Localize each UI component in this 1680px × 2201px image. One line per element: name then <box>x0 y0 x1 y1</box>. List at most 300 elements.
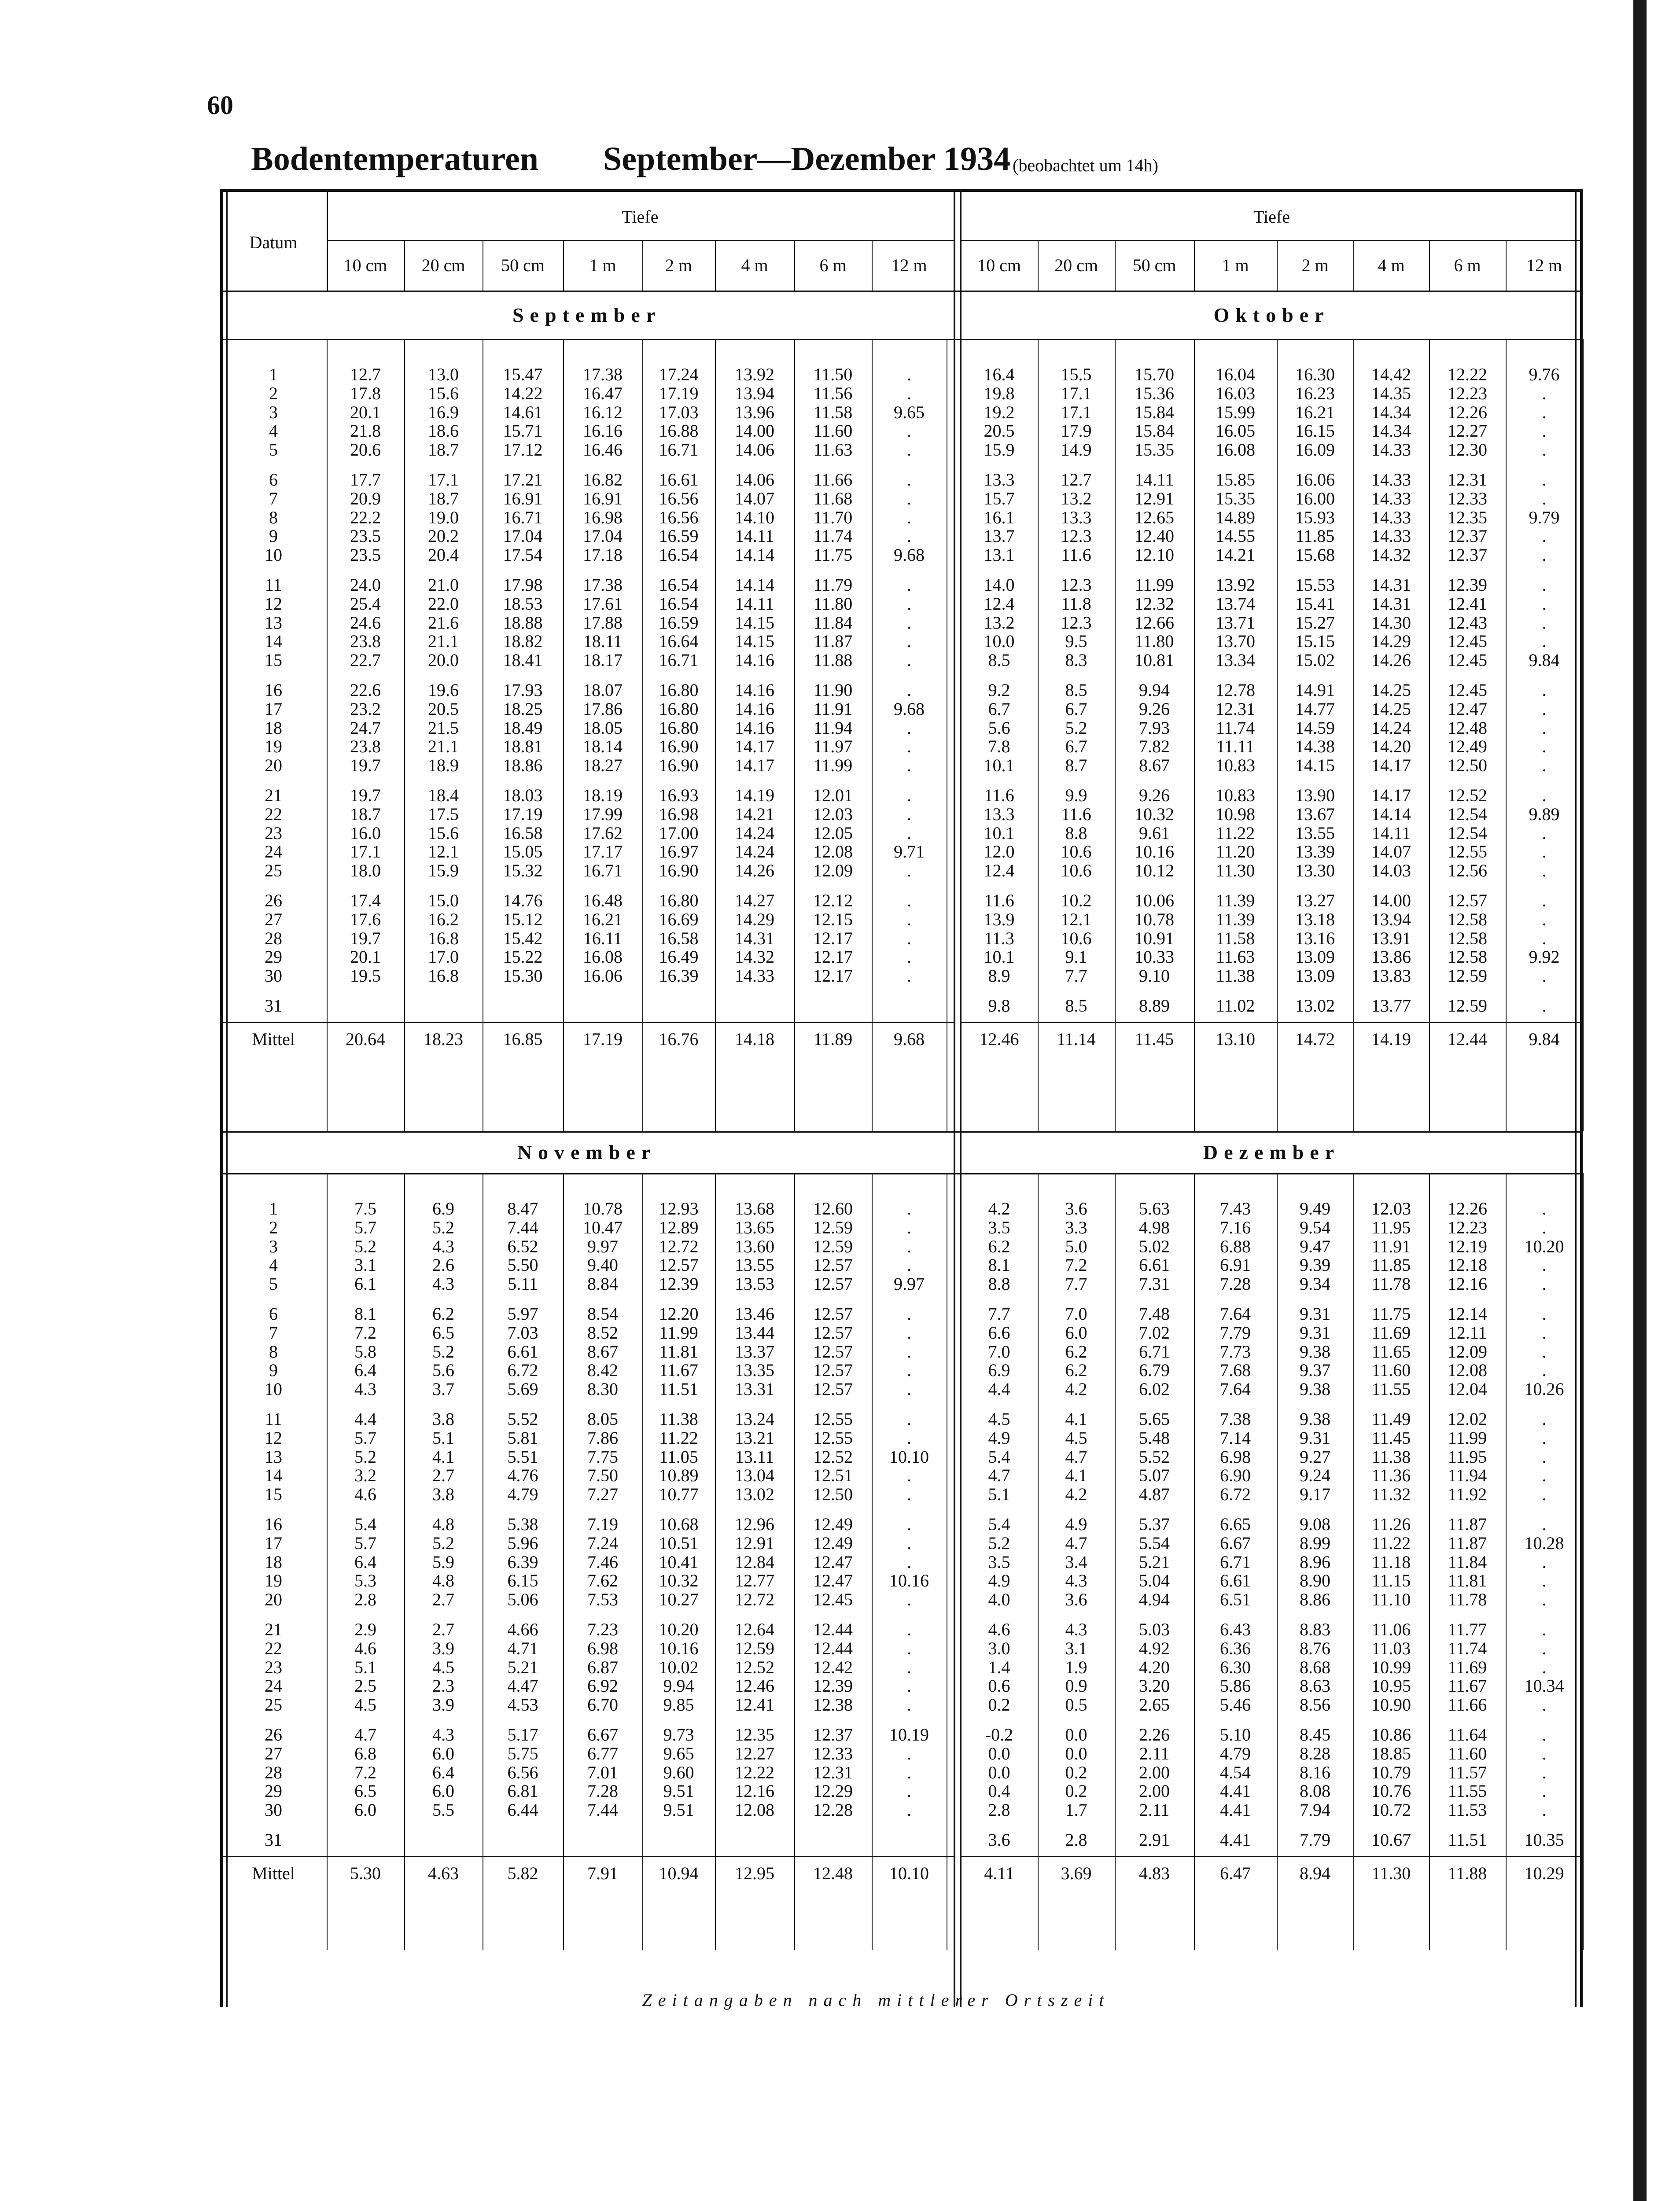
table-cell: 6.67 <box>1220 1533 1251 1553</box>
depth-col-line-right-6 <box>1429 240 1430 291</box>
table-cell: 7.82 <box>1139 736 1170 756</box>
table-cell: 5.6 <box>988 718 1010 738</box>
mittel-cell: 6.47 <box>1220 1863 1251 1883</box>
table-cell: 12.46 <box>735 1675 774 1696</box>
table-cell: . <box>1542 526 1547 546</box>
table-cell: . <box>907 1465 911 1485</box>
table-cell: 4.3 <box>432 1236 454 1256</box>
table-cell: 4.41 <box>1220 1829 1251 1850</box>
day-label: 5 <box>269 1273 278 1294</box>
table-cell: 12.08 <box>1448 1360 1487 1380</box>
table-cell: 12.44 <box>813 1638 853 1658</box>
month-header-3: Dezember <box>1203 1141 1341 1163</box>
table-cell: 11.94 <box>813 718 853 738</box>
table-cell: 11.39 <box>1216 909 1255 929</box>
table-cell: 10.6 <box>1061 860 1092 880</box>
table-cell: 12.57 <box>813 1379 853 1399</box>
table-cell: 11.87 <box>813 631 853 651</box>
table-cell: 5.07 <box>1139 1465 1170 1485</box>
table-cell: 10.86 <box>1371 1724 1411 1745</box>
table-cell: 8.76 <box>1300 1638 1330 1658</box>
table-cell: 10.20 <box>659 1619 699 1639</box>
mittel-cell: 16.85 <box>503 1029 543 1049</box>
depth-header-left-5: 4 m <box>741 255 768 275</box>
table-cell: 12.0 <box>984 841 1015 861</box>
table-cell: 6.91 <box>1220 1255 1251 1275</box>
table-cell: 17.6 <box>350 909 381 929</box>
table-cell: 7.53 <box>587 1589 618 1609</box>
depth-col-line-left-1 <box>404 240 405 291</box>
table-cell: 5.65 <box>1139 1409 1170 1429</box>
mittel-cell: 12.46 <box>979 1029 1019 1049</box>
table-cell: 11.22 <box>1216 823 1255 843</box>
depth-header-right-0: 10 cm <box>977 255 1021 275</box>
table-cell: 11.70 <box>813 507 853 527</box>
table-cell: . <box>1542 1619 1547 1639</box>
table-cell: 2.6 <box>432 1255 454 1275</box>
table-cell: 9.34 <box>1300 1273 1330 1294</box>
table-cell: . <box>1542 909 1547 929</box>
table-cell: 12.31 <box>1448 469 1487 490</box>
table-cell: 9.47 <box>1300 1236 1330 1256</box>
table-cell: 7.24 <box>587 1533 618 1553</box>
table-cell: 12.27 <box>735 1743 774 1763</box>
table-cell: . <box>907 420 911 441</box>
depth-header-left-6: 6 m <box>819 255 847 275</box>
table-cell: . <box>907 1409 911 1429</box>
table-cell: 12.47 <box>813 1570 853 1590</box>
table-cell: 13.21 <box>735 1428 774 1448</box>
table-cell: 13.92 <box>735 364 774 384</box>
table-cell: 12.11 <box>1448 1322 1487 1343</box>
table-cell: 14.06 <box>735 439 774 460</box>
table-cell: 11.38 <box>1216 965 1255 986</box>
table-cell: 8.90 <box>1300 1570 1330 1590</box>
table-cell: 13.04 <box>735 1465 774 1485</box>
table-cell: 11.22 <box>659 1428 698 1448</box>
table-cell: 14.15 <box>1295 755 1335 775</box>
table-cell: 17.1 <box>428 469 459 490</box>
table-cell: 0.0 <box>1065 1743 1087 1763</box>
table-cell: 14.07 <box>735 488 774 508</box>
table-cell: 4.76 <box>507 1465 538 1485</box>
mittel-cell: 11.30 <box>1371 1863 1411 1883</box>
table-cell: 12.57 <box>813 1322 853 1343</box>
table-cell: 16.88 <box>659 420 699 441</box>
table-cell: . <box>1542 1217 1547 1237</box>
table-cell: 20.1 <box>350 946 381 967</box>
table-cell: 11.84 <box>1448 1552 1487 1572</box>
table-cell: 5.17 <box>507 1724 538 1745</box>
table-cell: . <box>907 755 911 775</box>
table-cell: 12.84 <box>735 1552 774 1572</box>
mittel-cell: 10.29 <box>1524 1863 1564 1883</box>
table-cell: 6.4 <box>354 1360 376 1380</box>
table-cell: 4.7 <box>1065 1533 1087 1553</box>
day-label: 15 <box>265 1484 282 1504</box>
table-cell: 8.45 <box>1300 1724 1330 1745</box>
table-cell: 12.41 <box>1448 593 1487 614</box>
table-cell: 14.33 <box>1371 439 1411 460</box>
day-label: 1 <box>269 1198 278 1218</box>
table-cell: 14.14 <box>735 545 774 565</box>
mittel-cell: 10.10 <box>889 1863 929 1883</box>
table-cell: 23.5 <box>350 545 381 565</box>
table-cell: . <box>907 526 911 546</box>
table-cell: 21.1 <box>428 736 459 756</box>
table-cell: 17.19 <box>659 383 699 403</box>
table-cell: 9.89 <box>1529 804 1560 824</box>
table-cell: 22.0 <box>428 593 459 614</box>
table-cell <box>872 997 947 1014</box>
table-cell: 6.43 <box>1220 1619 1251 1639</box>
table-cell: . <box>1542 699 1547 719</box>
table-cell: . <box>1542 755 1547 775</box>
table-cell: 12.7 <box>350 364 381 384</box>
table-cell: 6.51 <box>1220 1589 1251 1609</box>
table-cell: 5.0 <box>1065 1236 1087 1256</box>
table-cell: . <box>1542 631 1547 651</box>
table-cell: 10.1 <box>984 823 1015 843</box>
table-cell: 11.95 <box>1371 1217 1411 1237</box>
table-cell: 9.65 <box>663 1743 694 1763</box>
table-cell: . <box>1542 488 1547 508</box>
table-cell: 8.1 <box>354 1303 376 1324</box>
table-cell: 4.5 <box>354 1694 376 1715</box>
day-label: 27 <box>265 909 282 929</box>
table-cell: 9.5 <box>1065 631 1087 651</box>
table-cell: . <box>907 1638 911 1658</box>
mittel-label: Mittel <box>252 1029 295 1049</box>
table-cell: 17.93 <box>503 680 543 700</box>
depth-header-right-1: 20 cm <box>1054 255 1098 275</box>
table-cell: 16.16 <box>583 420 623 441</box>
table-cell: 21.6 <box>428 612 459 633</box>
table-cell: 11.87 <box>1448 1533 1487 1553</box>
table-cell: 18.53 <box>503 593 543 614</box>
table-cell: 13.91 <box>1371 928 1411 948</box>
table-cell: 19.8 <box>984 383 1015 403</box>
table-cell: 15.93 <box>1295 507 1335 527</box>
table-cell: 13.30 <box>1295 860 1335 880</box>
table-cell: 5.2 <box>432 1533 454 1553</box>
table-cell: 6.5 <box>354 1781 376 1801</box>
table-cell: 17.1 <box>1061 383 1092 403</box>
table-cell: 11.75 <box>1371 1303 1411 1324</box>
table-cell: 10.91 <box>1135 928 1174 948</box>
table-cell: . <box>1542 1465 1547 1485</box>
table-cell: 8.96 <box>1300 1552 1330 1572</box>
table-cell <box>327 997 404 1014</box>
table-cell: 12.60 <box>813 1198 853 1218</box>
table-cell: 7.27 <box>587 1484 618 1504</box>
table-cell: 11.30 <box>1216 860 1255 880</box>
table-cell <box>872 1831 947 1848</box>
table-cell: 7.2 <box>354 1762 376 1782</box>
table-cell: . <box>1542 890 1547 910</box>
table-cell: 10.32 <box>1135 804 1174 824</box>
table-cell: . <box>1542 1446 1547 1467</box>
table-cell: 11.80 <box>1135 631 1174 651</box>
table-cell: 9.68 <box>894 545 925 565</box>
table-cell: 8.9 <box>988 965 1010 986</box>
table-cell: 5.52 <box>507 1409 538 1429</box>
table-cell: 6.72 <box>507 1360 538 1380</box>
table-cell: 14.61 <box>503 402 543 422</box>
table-cell: 5.2 <box>354 1236 376 1256</box>
table-cell: 16.58 <box>659 928 699 948</box>
table-cell: 5.51 <box>507 1446 538 1467</box>
table-cell: 16.80 <box>659 699 699 719</box>
observation-note: (beobachtet um 14h) <box>1013 155 1158 175</box>
table-cell: 7.7 <box>988 1303 1010 1324</box>
table-cell: . <box>1542 1322 1547 1343</box>
table-cell: . <box>1542 928 1547 948</box>
table-cell: . <box>1542 1255 1547 1275</box>
table-cell: 18.11 <box>583 631 623 651</box>
mittel-cell: 14.72 <box>1295 1029 1335 1049</box>
table-cell: 9.71 <box>894 841 925 861</box>
table-cell: 11.69 <box>1371 1322 1411 1343</box>
depth-col-line-left-7 <box>872 240 873 291</box>
table-cell: 10.79 <box>1371 1762 1411 1782</box>
table-cell: 8.47 <box>507 1198 538 1218</box>
table-cell: 11.67 <box>659 1360 698 1380</box>
mittel-cell: 4.83 <box>1139 1863 1170 1883</box>
table-cell: 7.8 <box>988 736 1010 756</box>
table-cell <box>794 1831 872 1848</box>
table-cell: 7.44 <box>507 1217 538 1237</box>
table-cell: 6.5 <box>432 1322 454 1343</box>
table-cell: 17.8 <box>350 383 381 403</box>
table-cell: 15.30 <box>503 965 543 986</box>
table-cell: . <box>907 1800 911 1820</box>
table-cell: 11.53 <box>1448 1800 1487 1820</box>
table-cell: 11.38 <box>1371 1446 1411 1467</box>
table-cell: 17.04 <box>503 526 543 546</box>
table-cell <box>563 1831 642 1848</box>
table-cell: 17.21 <box>503 469 543 490</box>
table-cell: 5.4 <box>988 1514 1010 1534</box>
table-cell: 3.7 <box>432 1379 454 1399</box>
table-cell: 16.1 <box>984 507 1015 527</box>
table-cell: 17.0 <box>428 946 459 967</box>
table-cell: . <box>1542 841 1547 861</box>
day-label: 12 <box>265 1428 282 1448</box>
table-cell: 9.17 <box>1300 1484 1330 1504</box>
table-cell: 17.54 <box>503 545 543 565</box>
table-cell: 8.99 <box>1300 1533 1330 1553</box>
table-cell: 14.33 <box>1371 526 1411 546</box>
table-cell: 5.54 <box>1139 1533 1170 1553</box>
table-cell: 12.10 <box>1135 545 1174 565</box>
table-cell: . <box>907 1694 911 1715</box>
table-cell: 11.49 <box>1371 1409 1411 1429</box>
day-label: 18 <box>265 1552 282 1572</box>
table-cell: 11.36 <box>1371 1465 1411 1485</box>
table-cell: 6.0 <box>432 1743 454 1763</box>
table-cell: 9.8 <box>988 995 1010 1016</box>
table-cell: 14.15 <box>735 631 774 651</box>
table-cell: 14.20 <box>1371 736 1411 756</box>
table-cell: 10.1 <box>984 946 1015 967</box>
table-cell: . <box>907 946 911 967</box>
table-cell: 13.71 <box>1216 612 1255 633</box>
table-cell: . <box>907 1322 911 1343</box>
table-cell: 5.2 <box>432 1217 454 1237</box>
table-cell: 5.7 <box>354 1428 376 1448</box>
table-cell: 13.24 <box>735 1409 774 1429</box>
table-cell: . <box>1542 965 1547 986</box>
day-label: 7 <box>269 1322 278 1343</box>
table-cell: 15.36 <box>1135 383 1174 403</box>
table-cell: 16.80 <box>659 718 699 738</box>
table-cell: 8.86 <box>1300 1589 1330 1609</box>
table-cell: 16.56 <box>659 507 699 527</box>
table-cell: 0.0 <box>988 1762 1010 1782</box>
depth-col-line-right-1 <box>1038 240 1039 291</box>
day-label: 30 <box>265 1800 282 1820</box>
table-cell: 3.9 <box>432 1638 454 1658</box>
day-label: 25 <box>265 860 282 880</box>
table-cell: 7.23 <box>587 1619 618 1639</box>
table-cell: 13.11 <box>735 1446 774 1467</box>
table-cell: 6.71 <box>1139 1341 1170 1362</box>
day-label: 11 <box>265 1409 282 1429</box>
table-cell: 9.24 <box>1300 1465 1330 1485</box>
table-cell: 13.67 <box>1295 804 1335 824</box>
day-label: 7 <box>269 488 278 508</box>
table-cell: 4.3 <box>1065 1570 1087 1590</box>
table-cell: 13.55 <box>735 1255 774 1275</box>
table-cell: 14.59 <box>1295 718 1335 738</box>
table-cell: 17.5 <box>428 804 459 824</box>
page-title: Bodentemperaturen <box>251 140 538 177</box>
table-cell: 2.11 <box>1139 1743 1170 1763</box>
table-cell: 11.51 <box>659 1379 698 1399</box>
table-cell: 19.5 <box>350 965 381 986</box>
table-cell: 24.7 <box>350 718 381 738</box>
table-cell: 11.66 <box>813 469 853 490</box>
table-cell: 13.34 <box>1216 650 1255 670</box>
table-cell: 14.11 <box>1135 469 1174 490</box>
table-cell: . <box>907 1781 911 1801</box>
table-cell: 12.37 <box>813 1724 853 1745</box>
table-cell: 12.57 <box>813 1255 853 1275</box>
table-cell: 15.68 <box>1295 545 1335 565</box>
table-cell: 12.35 <box>1448 507 1487 527</box>
table-cell: 5.8 <box>354 1341 376 1362</box>
table-cell: 12.55 <box>813 1409 853 1429</box>
table-cell: 12.31 <box>1216 699 1255 719</box>
table-cell: 14.24 <box>735 823 774 843</box>
table-cell: 5.4 <box>354 1514 376 1534</box>
table-cell: 8.08 <box>1300 1781 1330 1801</box>
table-cell: 14.55 <box>1216 526 1255 546</box>
table-cell: 5.2 <box>354 1446 376 1467</box>
page-edge-scan-border <box>1633 0 1647 2201</box>
table-cell: 14.29 <box>735 909 774 929</box>
table-cell: 9.39 <box>1300 1255 1330 1275</box>
table-cell: 9.1 <box>1065 946 1087 967</box>
mittel-cell: 4.63 <box>428 1863 459 1883</box>
mittel-cell: 5.30 <box>350 1863 381 1883</box>
table-cell: . <box>907 593 911 614</box>
table-cell: 0.9 <box>1065 1675 1087 1696</box>
table-cell: . <box>907 718 911 738</box>
table-cell: 12.58 <box>1448 946 1487 967</box>
table-cell: 13.1 <box>984 545 1015 565</box>
table-cell: . <box>907 804 911 824</box>
table-cell: 4.1 <box>1065 1465 1087 1485</box>
depth-header-left-1: 20 cm <box>421 255 465 275</box>
table-cell: 9.65 <box>894 402 925 422</box>
table-cell: 3.1 <box>354 1255 376 1275</box>
table-cell: 9.9 <box>1065 785 1087 805</box>
table-cell: 12.59 <box>1448 995 1487 1016</box>
table-cell: 11.99 <box>813 755 853 775</box>
table-cell: 12.55 <box>813 1428 853 1448</box>
mittel-cell: 12.48 <box>813 1863 853 1883</box>
table-cell: 6.77 <box>587 1743 618 1763</box>
table-cell: 10.90 <box>1371 1694 1411 1715</box>
table-cell: 10.35 <box>1524 1829 1564 1850</box>
table-cell: 16.8 <box>428 928 459 948</box>
table-cell: 9.94 <box>1139 680 1170 700</box>
table-cell: 10.16 <box>1135 841 1174 861</box>
table-cell: 6.2 <box>988 1236 1010 1256</box>
day-label: 30 <box>265 965 282 986</box>
day-label: 5 <box>269 439 278 460</box>
table-cell: 11.03 <box>1371 1638 1411 1658</box>
table-cell: 4.2 <box>988 1198 1010 1218</box>
table-cell: . <box>907 1552 911 1572</box>
table-cell: 5.1 <box>988 1484 1010 1504</box>
table-cell: 6.71 <box>1220 1552 1251 1572</box>
table-cell: 16.71 <box>659 650 699 670</box>
table-cell: 11.88 <box>813 650 853 670</box>
table-cell: 6.0 <box>354 1800 376 1820</box>
table-cell <box>642 997 715 1014</box>
table-cell: . <box>907 1217 911 1237</box>
table-cell: 5.04 <box>1139 1570 1170 1590</box>
table-cell: 5.86 <box>1220 1675 1251 1696</box>
table-cell: . <box>907 1675 911 1696</box>
table-cell: 15.5 <box>1061 364 1092 384</box>
table-cell: 12.45 <box>1448 680 1487 700</box>
table-cell <box>327 1831 404 1848</box>
table-cell: 4.7 <box>1065 1446 1087 1467</box>
table-cell: 14.19 <box>735 785 774 805</box>
table-cell: . <box>1542 1657 1547 1677</box>
table-cell: 14.42 <box>1371 364 1411 384</box>
table-cell: . <box>1542 1484 1547 1504</box>
table-cell: . <box>1542 1762 1547 1782</box>
table-cell: 11.10 <box>1371 1589 1411 1609</box>
table-cell: 16.49 <box>659 946 699 967</box>
mittel-line-3 <box>961 1856 1583 1857</box>
table-cell: 15.42 <box>503 928 543 948</box>
table-cell: 8.52 <box>587 1322 618 1343</box>
table-cell: 12.45 <box>1448 631 1487 651</box>
depth-header-right-3: 1 m <box>1222 255 1249 275</box>
table-cell: 14.32 <box>1371 545 1411 565</box>
table-cell: 8.54 <box>587 1303 618 1324</box>
day-label: 26 <box>265 1724 282 1745</box>
table-cell: 13.09 <box>1295 965 1335 986</box>
table-cell: 9.60 <box>663 1762 694 1782</box>
table-cell: . <box>1542 680 1547 700</box>
